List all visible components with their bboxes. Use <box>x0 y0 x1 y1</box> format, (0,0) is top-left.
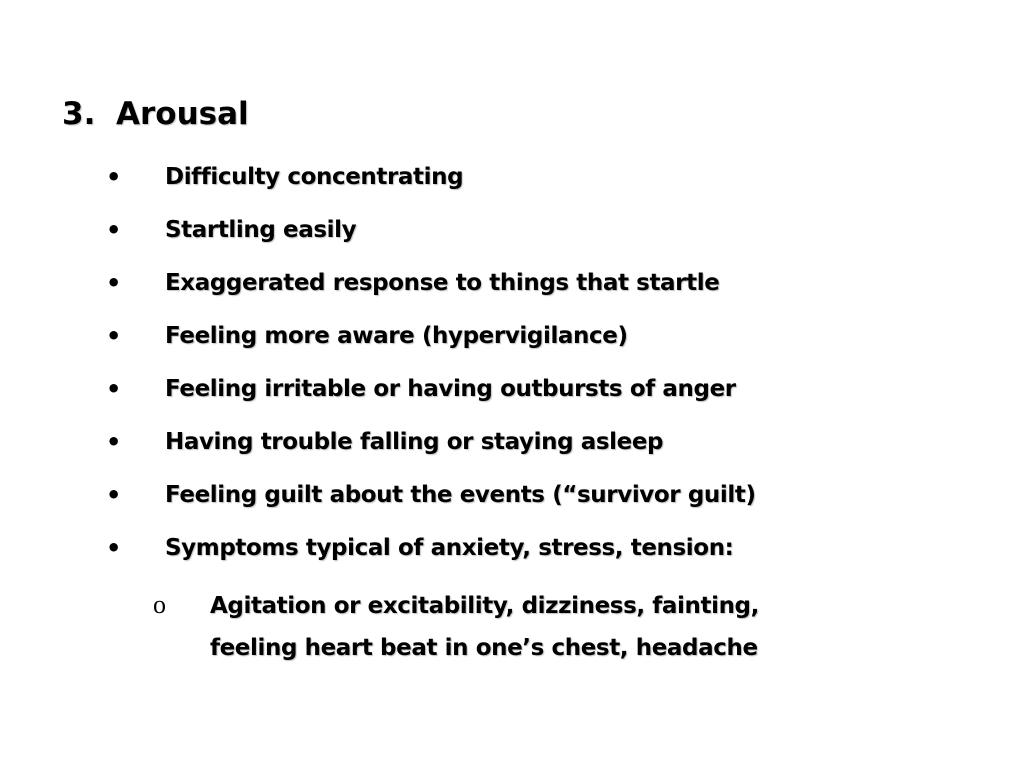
list-item <box>0 422 1024 462</box>
bullet-text: Feeling more aware (hypervigilance) <box>165 323 628 349</box>
list-item <box>0 475 1024 515</box>
bullet-text: Symptoms typical of anxiety, stress, tension: <box>165 535 734 561</box>
bullet-icon: • <box>106 375 122 403</box>
sub-bullet-line: feeling heart beat in one’s chest, headache <box>210 635 758 661</box>
bullet-text: Feeling guilt about the events (“survivor guilt) <box>165 482 756 508</box>
list-item <box>0 157 1024 197</box>
bullet-icon: • <box>106 163 122 191</box>
bullet-text: Difficulty concentrating <box>165 164 464 190</box>
list-item <box>0 316 1024 356</box>
list-item <box>0 210 1024 250</box>
bullet-icon: • <box>106 481 122 509</box>
bullet-text: Exaggerated response to things that startle <box>165 270 720 296</box>
slide-heading <box>62 96 249 133</box>
list-item <box>0 263 1024 303</box>
bullet-text: Feeling irritable or having outbursts of anger <box>165 376 736 402</box>
bullet-text: Having trouble falling or staying asleep <box>165 429 664 455</box>
sub-bullet-icon: o <box>153 590 166 619</box>
bullet-icon: • <box>106 269 122 297</box>
sub-bullet-text <box>210 585 910 669</box>
sub-bullet-line: Agitation or excitability, dizziness, fainting, <box>210 593 759 619</box>
bullet-text: Startling easily <box>165 217 357 243</box>
bullet-icon: • <box>106 322 122 350</box>
heading-title: Arousal <box>116 96 249 132</box>
bullet-icon: • <box>106 216 122 244</box>
bullet-icon: • <box>106 428 122 456</box>
bullet-icon: • <box>106 534 122 562</box>
list-item <box>0 369 1024 409</box>
list-item <box>0 528 1024 568</box>
heading-number: 3. <box>62 96 96 132</box>
